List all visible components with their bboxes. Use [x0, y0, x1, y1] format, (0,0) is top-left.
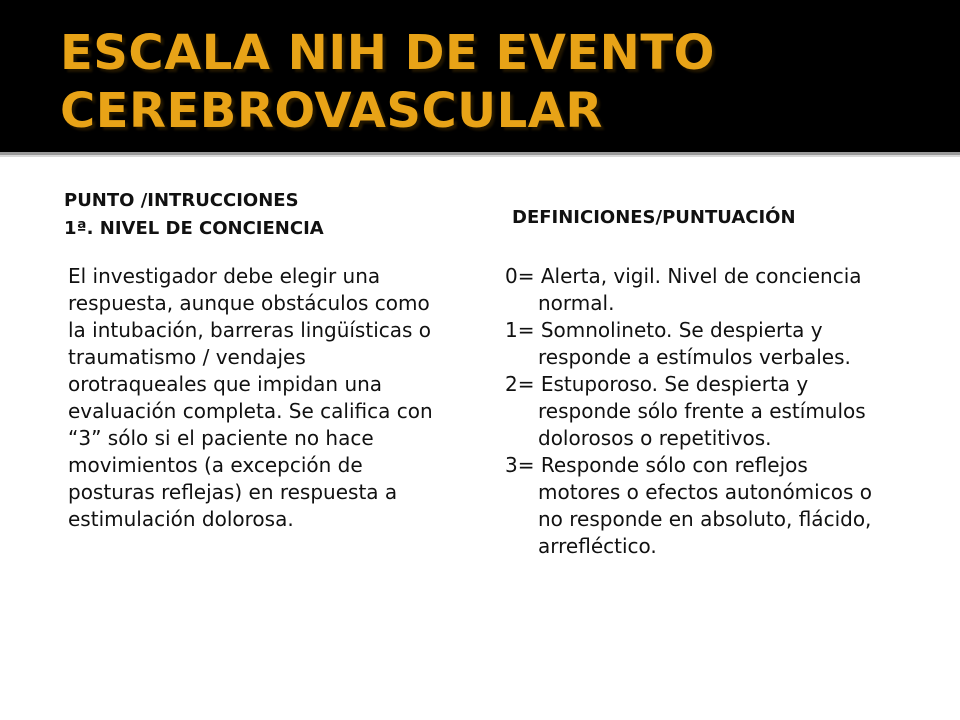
- instructions-text: El investigador debe elegir una respuesta, aunque obstáculos como la intubación, barreras lingüísticas o traumatismo / vendajes orotraqueales que impidan una evaluación completa. Se califica con “3” sólo si el paciente no hace movimientos (a excepción de posturas reflejas) en respuesta a estimulación dolorosa.: [68, 264, 433, 531]
- title-divider-highlight: [0, 155, 960, 157]
- slide-title-line-1: ESCALA NIH DE EVENTO: [60, 25, 715, 81]
- slide-title: [60, 24, 940, 140]
- definition-item-1: 1= Somnolineto. Se despierta y responde a estímulos verbales.: [505, 318, 851, 369]
- definitions-list: [505, 263, 895, 560]
- slide-title-line-2: CEREBROVASCULAR: [60, 83, 603, 139]
- title-band: [0, 0, 960, 152]
- left-column-heading-line-1: PUNTO /INTRUCCIONES: [64, 190, 299, 211]
- left-column-heading-line-2: 1ª. NIVEL DE CONCIENCIA: [64, 218, 324, 239]
- definition-item-0: 0= Alerta, vigil. Nivel de conciencia normal.: [505, 264, 862, 315]
- definition-item-2: 2= Estuporoso. Se despierta y responde sólo frente a estímulos dolorosos o repetitivos.: [505, 372, 866, 450]
- left-column-heading: [64, 187, 324, 243]
- right-column-heading: DEFINICIONES/PUNTUACIÓN: [512, 207, 796, 228]
- definition-item-3: 3= Responde sólo con reflejos motores o efectos autonómicos o no responde en absoluto, flácido, arrefléctico.: [505, 453, 872, 558]
